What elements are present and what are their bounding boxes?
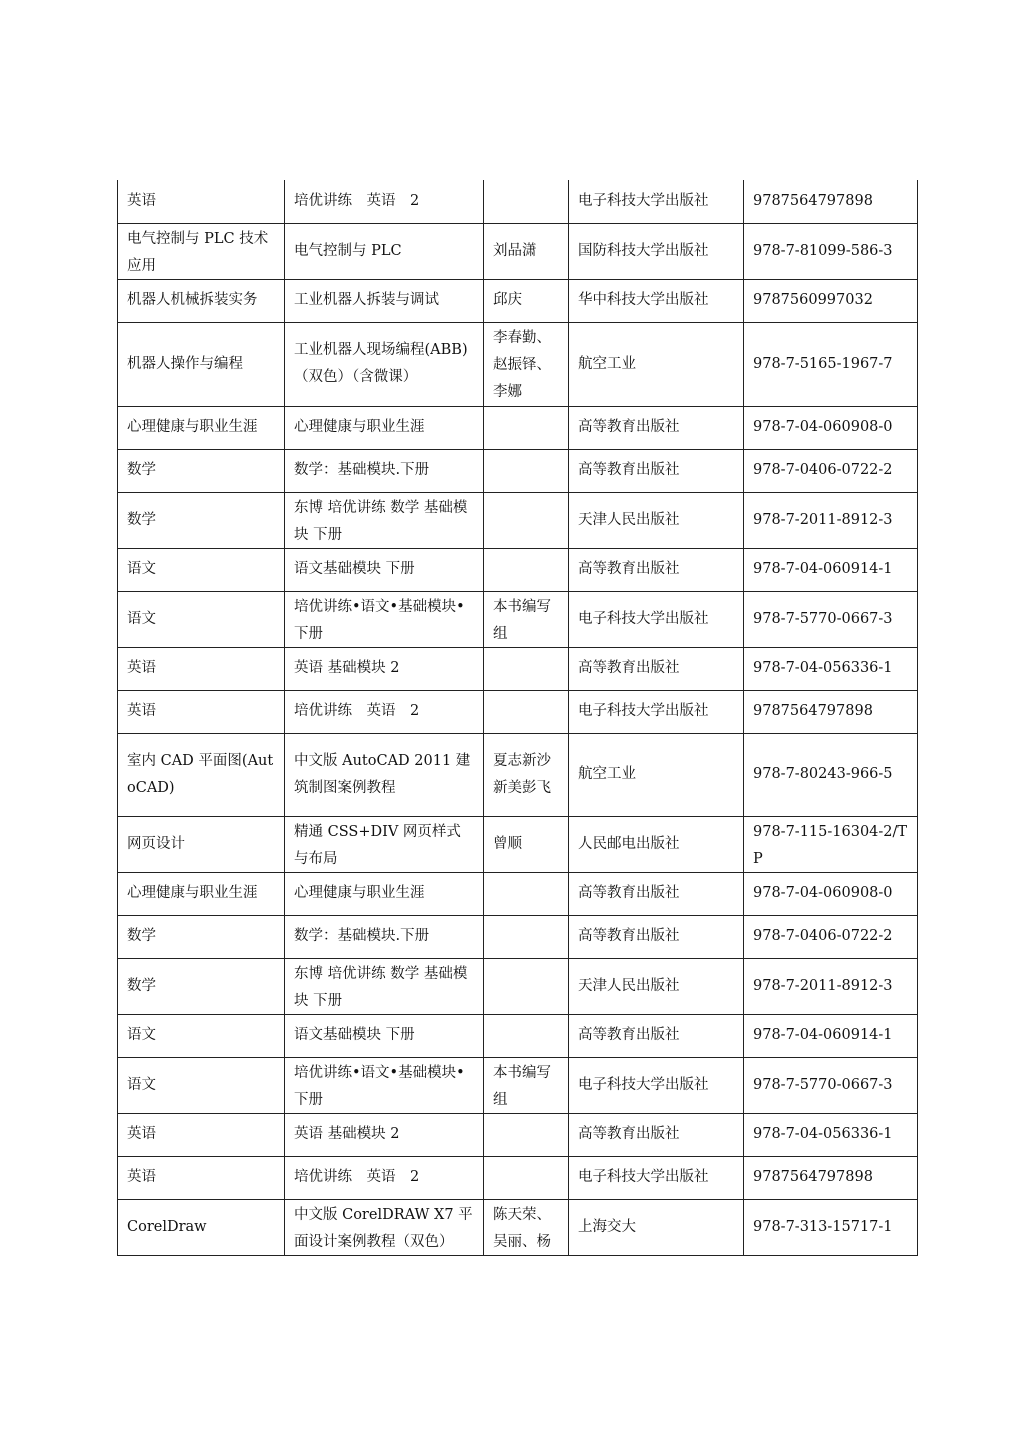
textbook-table	[117, 180, 918, 1256]
publisher-cell: 高等教育出版社	[569, 1014, 744, 1057]
isbn-cell: 978-7-115-16304-2/TP	[744, 816, 918, 872]
author-cell	[484, 449, 569, 492]
course-cell: 英语	[118, 180, 285, 223]
course-cell: 语文	[118, 591, 285, 647]
course-cell: 机器人机械拆装实务	[118, 279, 285, 322]
table-row	[118, 406, 918, 449]
course-cell: CorelDraw	[118, 1199, 285, 1255]
textbook-cell: 精通 CSS+DIV 网页样式与布局	[285, 816, 484, 872]
textbook-cell: 数学：基础模块.下册	[285, 915, 484, 958]
course-cell: 语文	[118, 548, 285, 591]
table-row	[118, 1156, 918, 1199]
table-row	[118, 591, 918, 647]
publisher-cell: 高等教育出版社	[569, 1113, 744, 1156]
publisher-cell: 华中科技大学出版社	[569, 279, 744, 322]
publisher-cell: 航空工业	[569, 322, 744, 406]
table-row	[118, 1014, 918, 1057]
isbn-cell: 9787564797898	[744, 690, 918, 733]
table-row	[118, 279, 918, 322]
table-row	[118, 492, 918, 548]
publisher-cell: 电子科技大学出版社	[569, 690, 744, 733]
publisher-cell: 电子科技大学出版社	[569, 1057, 744, 1113]
textbook-cell: 培优讲练•语文•基础模块•下册	[285, 1057, 484, 1113]
course-cell: 心理健康与职业生涯	[118, 872, 285, 915]
isbn-cell: 978-7-04-056336-1	[744, 1113, 918, 1156]
author-cell	[484, 690, 569, 733]
textbook-cell: 语文基础模块 下册	[285, 1014, 484, 1057]
isbn-cell: 9787564797898	[744, 1156, 918, 1199]
publisher-cell: 高等教育出版社	[569, 406, 744, 449]
table-row	[118, 690, 918, 733]
isbn-cell: 978-7-81099-586-3	[744, 223, 918, 279]
author-cell	[484, 872, 569, 915]
author-cell	[484, 1156, 569, 1199]
table-row	[118, 915, 918, 958]
textbook-cell: 东博 培优讲练 数学 基础模块 下册	[285, 958, 484, 1014]
author-cell	[484, 406, 569, 449]
isbn-cell: 978-7-04-060908-0	[744, 406, 918, 449]
author-cell: 本书编写组	[484, 591, 569, 647]
table-row	[118, 733, 918, 816]
table-row	[118, 1199, 918, 1255]
table-row	[118, 548, 918, 591]
author-cell	[484, 492, 569, 548]
publisher-cell: 人民邮电出版社	[569, 816, 744, 872]
course-cell: 心理健康与职业生涯	[118, 406, 285, 449]
course-cell: 语文	[118, 1014, 285, 1057]
course-cell: 数学	[118, 492, 285, 548]
course-cell: 英语	[118, 1113, 285, 1156]
course-cell: 数学	[118, 958, 285, 1014]
author-cell: 李春勤、赵振铎、李娜	[484, 322, 569, 406]
textbook-cell: 中文版 AutoCAD 2011 建筑制图案例教程	[285, 733, 484, 816]
author-cell: 陈天荣、吴丽、杨	[484, 1199, 569, 1255]
table-row	[118, 958, 918, 1014]
textbook-cell: 数学：基础模块.下册	[285, 449, 484, 492]
isbn-cell: 978-7-04-060908-0	[744, 872, 918, 915]
isbn-cell: 978-7-313-15717-1	[744, 1199, 918, 1255]
textbook-cell: 工业机器人现场编程(ABB)（双色）（含微课）	[285, 322, 484, 406]
table-row	[118, 180, 918, 223]
publisher-cell: 航空工业	[569, 733, 744, 816]
textbook-cell: 英语 基础模块 2	[285, 1113, 484, 1156]
author-cell	[484, 1014, 569, 1057]
author-cell	[484, 647, 569, 690]
table-row	[118, 872, 918, 915]
author-cell	[484, 180, 569, 223]
author-cell: 刘品潇	[484, 223, 569, 279]
isbn-cell: 978-7-0406-0722-2	[744, 915, 918, 958]
publisher-cell: 天津人民出版社	[569, 492, 744, 548]
publisher-cell: 电子科技大学出版社	[569, 1156, 744, 1199]
course-cell: 英语	[118, 690, 285, 733]
author-cell: 本书编写组	[484, 1057, 569, 1113]
isbn-cell: 978-7-0406-0722-2	[744, 449, 918, 492]
isbn-cell: 978-7-5770-0667-3	[744, 591, 918, 647]
author-cell: 曾顺	[484, 816, 569, 872]
publisher-cell: 电子科技大学出版社	[569, 180, 744, 223]
table-row	[118, 223, 918, 279]
publisher-cell: 高等教育出版社	[569, 548, 744, 591]
isbn-cell: 978-7-5770-0667-3	[744, 1057, 918, 1113]
course-cell: 数学	[118, 915, 285, 958]
textbook-cell: 中文版 CorelDRAW X7 平面设计案例教程（双色）	[285, 1199, 484, 1255]
textbook-cell: 东博 培优讲练 数学 基础模块 下册	[285, 492, 484, 548]
author-cell	[484, 1113, 569, 1156]
course-cell: 数学	[118, 449, 285, 492]
isbn-cell: 978-7-2011-8912-3	[744, 958, 918, 1014]
publisher-cell: 电子科技大学出版社	[569, 591, 744, 647]
publisher-cell: 高等教育出版社	[569, 915, 744, 958]
course-cell: 电气控制与 PLC 技术应用	[118, 223, 285, 279]
textbook-cell: 培优讲练 英语 2	[285, 1156, 484, 1199]
author-cell: 夏志新沙新美彭飞	[484, 733, 569, 816]
textbook-cell: 工业机器人拆装与调试	[285, 279, 484, 322]
isbn-cell: 978-7-5165-1967-7	[744, 322, 918, 406]
author-cell	[484, 548, 569, 591]
isbn-cell: 978-7-80243-966-5	[744, 733, 918, 816]
isbn-cell: 9787560997032	[744, 279, 918, 322]
course-cell: 英语	[118, 647, 285, 690]
textbook-cell: 培优讲练 英语 2	[285, 180, 484, 223]
textbook-cell: 英语 基础模块 2	[285, 647, 484, 690]
publisher-cell: 上海交大	[569, 1199, 744, 1255]
textbook-cell: 培优讲练 英语 2	[285, 690, 484, 733]
publisher-cell: 天津人民出版社	[569, 958, 744, 1014]
table-row	[118, 1113, 918, 1156]
textbook-cell: 培优讲练•语文•基础模块•下册	[285, 591, 484, 647]
course-cell: 机器人操作与编程	[118, 322, 285, 406]
isbn-cell: 978-7-04-056336-1	[744, 647, 918, 690]
publisher-cell: 高等教育出版社	[569, 872, 744, 915]
textbook-cell: 语文基础模块 下册	[285, 548, 484, 591]
author-cell	[484, 915, 569, 958]
isbn-cell: 978-7-04-060914-1	[744, 1014, 918, 1057]
textbook-cell: 电气控制与 PLC	[285, 223, 484, 279]
publisher-cell: 高等教育出版社	[569, 449, 744, 492]
course-cell: 室内 CAD 平面图(AutoCAD)	[118, 733, 285, 816]
isbn-cell: 978-7-2011-8912-3	[744, 492, 918, 548]
textbook-cell: 心理健康与职业生涯	[285, 406, 484, 449]
publisher-cell: 高等教育出版社	[569, 647, 744, 690]
isbn-cell: 978-7-04-060914-1	[744, 548, 918, 591]
course-cell: 网页设计	[118, 816, 285, 872]
course-cell: 英语	[118, 1156, 285, 1199]
course-cell: 语文	[118, 1057, 285, 1113]
table-row	[118, 449, 918, 492]
table-row	[118, 1057, 918, 1113]
textbook-cell: 心理健康与职业生涯	[285, 872, 484, 915]
author-cell	[484, 958, 569, 1014]
author-cell: 邱庆	[484, 279, 569, 322]
isbn-cell: 9787564797898	[744, 180, 918, 223]
table-body	[118, 180, 918, 1255]
table-row	[118, 816, 918, 872]
publisher-cell: 国防科技大学出版社	[569, 223, 744, 279]
table-row	[118, 647, 918, 690]
table-row	[118, 322, 918, 406]
